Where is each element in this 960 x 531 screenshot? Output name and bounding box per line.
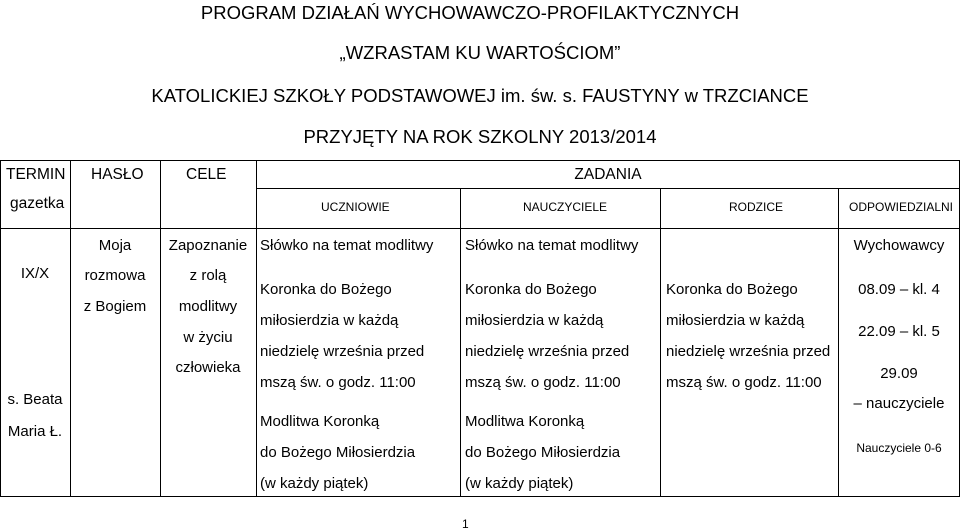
- header-cele: CELE: [186, 166, 227, 183]
- odpowiedzialni-line-3: 22.09 – kl. 5: [858, 323, 940, 340]
- cele-line-5: człowieka: [175, 359, 241, 376]
- nauczyciele-line-5: mszą św. o godz. 11:00: [465, 374, 621, 391]
- doc-title-line-1: PROGRAM DZIAŁAŃ WYCHOWAWCZO-PROFILAKTYCZNYCH: [200, 2, 740, 23]
- nauczyciele-line-1: Słówko na temat modlitwy: [465, 237, 639, 254]
- termin-date: IX/X: [20, 265, 50, 282]
- header-termin: TERMIN: [6, 166, 66, 183]
- haslo-line-1: Moja: [98, 237, 132, 254]
- cele-line-3: modlitwy: [178, 298, 238, 315]
- cele-line-4: w życiu: [183, 329, 233, 346]
- nauczyciele-line-4: niedzielę września przed: [465, 343, 630, 360]
- doc-title-line-4: PRZYJĘTY NA ROK SZKOLNY 2013/2014: [303, 126, 657, 147]
- uczniowie-line-6: Modlitwa Koronką: [260, 413, 380, 430]
- header-nauczyciele: NAUCZYCIELE: [523, 200, 608, 214]
- cele-line-2: z rolą: [189, 267, 227, 284]
- header-gazetka: gazetka: [10, 195, 65, 212]
- nauczyciele-line-8: (w każdy piątek): [465, 475, 574, 492]
- uczniowie-line-2: Koronka do Bożego: [260, 281, 392, 298]
- rodzice-line-4: mszą św. o godz. 11:00: [666, 374, 822, 391]
- odpowiedzialni-line-6: Nauczyciele 0-6: [856, 441, 942, 455]
- haslo-line-3: z Bogiem: [83, 298, 147, 315]
- termin-person-2: Maria Ł.: [7, 423, 63, 440]
- odpowiedzialni-line-4: 29.09: [880, 365, 918, 382]
- uczniowie-line-7: do Bożego Miłosierdzia: [260, 444, 416, 461]
- header-haslo: HASŁO: [91, 166, 144, 183]
- nauczyciele-line-7: do Bożego Miłosierdzia: [465, 444, 621, 461]
- header-uczniowie: UCZNIOWIE: [321, 200, 390, 214]
- uczniowie-line-1: Słówko na temat modlitwy: [260, 237, 434, 254]
- uczniowie-line-3: miłosierdzia w każdą: [260, 312, 399, 329]
- odpowiedzialni-line-2: 08.09 – kl. 4: [858, 281, 940, 298]
- cele-line-1: Zapoznanie: [168, 237, 248, 254]
- uczniowie-line-8: (w każdy piątek): [260, 475, 369, 492]
- rodzice-line-3: niedzielę września przed: [666, 343, 831, 360]
- header-rodzice: RODZICE: [729, 200, 783, 214]
- header-odpowiedzialni: ODPOWIEDZIALNI: [849, 200, 954, 214]
- doc-title-line-2: „WZRASTAM KU WARTOŚCIOM”: [339, 42, 621, 63]
- haslo-line-2: rozmowa: [84, 267, 146, 284]
- page-number: 1: [462, 517, 469, 531]
- termin-person-1: s. Beata: [7, 391, 63, 408]
- odpowiedzialni-line-5: – nauczyciele: [853, 395, 945, 412]
- header-zadania: ZADANIA: [574, 166, 642, 183]
- nauczyciele-line-3: miłosierdzia w każdą: [465, 312, 604, 329]
- uczniowie-line-5: mszą św. o godz. 11:00: [260, 374, 416, 391]
- rodzice-line-2: miłosierdzia w każdą: [666, 312, 805, 329]
- odpowiedzialni-line-1: Wychowawcy: [853, 237, 945, 254]
- nauczyciele-line-2: Koronka do Bożego: [465, 281, 597, 298]
- uczniowie-line-4: niedzielę września przed: [260, 343, 425, 360]
- rodzice-line-1: Koronka do Bożego: [666, 281, 798, 298]
- doc-title-line-3: KATOLICKIEJ SZKOŁY PODSTAWOWEJ im. św. s. FAUSTYNY w TRZCIANCE: [151, 85, 809, 106]
- nauczyciele-line-6: Modlitwa Koronką: [465, 413, 585, 430]
